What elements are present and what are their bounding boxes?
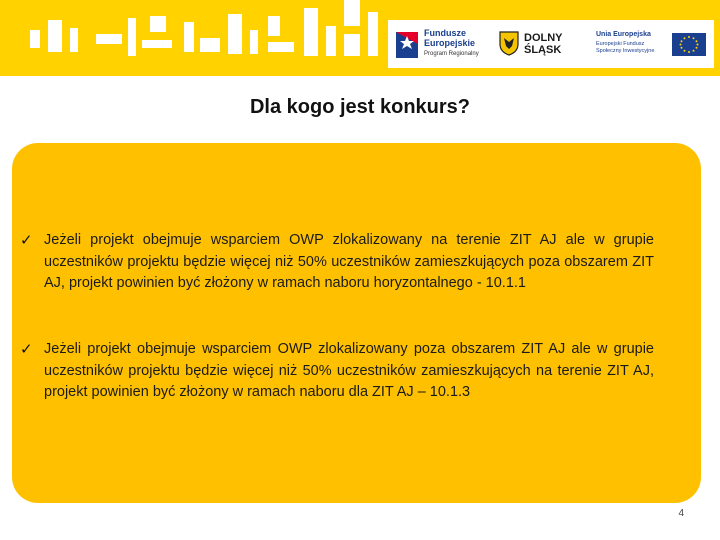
content-panel [12, 143, 701, 503]
bullet-text: Jeżeli projekt obejmuje wsparciem OWP zlokalizowany na terenie ZIT AJ ale w grupie uczestników projektu będzie więcej niż 50% uczestników zamieszkujących poza obszarem ZIT AJ, projekt powinien być złożony w ramach naboru horyzontalnego - 10.1.1 [44, 232, 654, 291]
bullet-item [20, 339, 654, 404]
decorative-block [150, 16, 166, 32]
decorative-block [142, 40, 172, 48]
decorative-block [228, 14, 242, 54]
slide-title: Dla kogo jest konkurs? [249, 96, 471, 118]
decorative-block [184, 22, 194, 52]
eu-flag-icon [672, 33, 706, 56]
decorative-block [344, 0, 360, 26]
bullet-text: Jeżeli projekt obejmuje wsparciem OWP zlokalizowany poza obszarem ZIT AJ ale w grupie uczestników projektu będzie więcej niż 50% uczestników zamieszkujących na terenie ZIT AJ, projekt powinien być złożony w ramach naboru dla ZIT AJ – 10.1.3 [44, 341, 654, 400]
eagle-crest-icon [498, 30, 520, 56]
decorative-block [96, 34, 122, 44]
decorative-block [268, 42, 294, 52]
eu-line3: Społeczny Inwestycyjne [596, 48, 655, 54]
header-band [0, 0, 720, 76]
fundusze-star-icon [394, 26, 420, 60]
checkmark-icon: ✓ [20, 341, 33, 358]
eu-line2: Europejski Fundusz [596, 41, 645, 47]
logo-strip [388, 20, 714, 68]
dolny-slask-logo [498, 28, 578, 64]
eu-line1: Unia Europejska [596, 31, 651, 38]
fundusze-line1: Fundusze [424, 28, 466, 38]
dolny-line2: ŚLĄSK [524, 44, 562, 56]
decorative-block [128, 18, 136, 56]
checkmark-icon: ✓ [20, 232, 33, 249]
dolny-line1: DOLNY [524, 32, 563, 44]
decorative-block [200, 38, 220, 52]
unia-europejska-logo [592, 26, 710, 66]
decorative-block [30, 30, 40, 48]
bullet-item [20, 230, 654, 295]
fundusze-europejskie-logo [394, 26, 492, 66]
decorative-block [70, 28, 78, 52]
fundusze-line3: Program Regionalny [424, 51, 479, 57]
decorative-block [250, 30, 258, 54]
decorative-block [344, 34, 360, 56]
page-number: 4 [678, 508, 684, 519]
fundusze-line2: Europejskie [424, 38, 476, 48]
decorative-block [48, 20, 62, 52]
decorative-block [326, 26, 336, 56]
decorative-block [368, 12, 378, 56]
decorative-block [268, 16, 280, 36]
decorative-block [304, 8, 318, 56]
